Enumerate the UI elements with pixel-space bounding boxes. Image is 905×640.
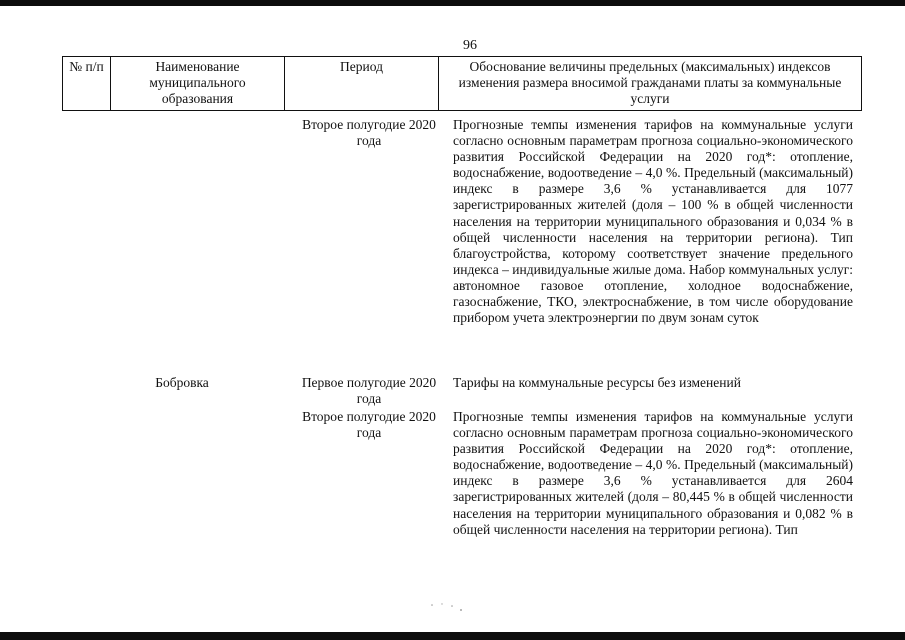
table-header — [62, 56, 862, 111]
header-name: Наименование муниципального образования — [111, 57, 285, 111]
header-period: Период — [285, 57, 439, 111]
row-2-basis-text: Тарифы на коммунальные ресурсы без изменений — [453, 375, 741, 390]
scan-border-bottom — [0, 632, 905, 640]
row-1-basis-text: Прогнозные темпы изменения тарифов на коммунальные услуги согласно основным параметрам прогноза социально-экономического развития Российской Федерации на 2020 год*: отопление, водоснабжение, водоотведение – 4,0 %. Предельный (максимальный) индекс в размере 3,6 % устанавливается для 1077 зарегистрированных жителей (доля – 100 % в общей численности населения на территории муниципального образования и 0,034 % в общей численности населения на территории региона). Тип благоустройства, которому соответствует значение предельного индекса – индивидуальные жилые дома. Набор коммунальных услуг: автономное газовое отопление, холодное водоснабжение, газоснабжение, ТКО, электроснабжение, в том числе оборудование прибором учета электроэнергии по двум зонам суток — [453, 117, 853, 326]
row-2-basis — [453, 375, 853, 391]
header-basis: Обоснование величины предельных (максимальных) индексов изменения размера вносимой гражданами платы за коммунальные услуги — [439, 57, 862, 111]
row-1-basis — [453, 117, 853, 326]
scan-border-top — [0, 0, 905, 6]
table-header-row — [63, 57, 862, 111]
row-2-name: Бобровка — [155, 375, 209, 390]
row-2-period: Первое полугодие 2020 года — [301, 375, 437, 407]
scan-smudge — [428, 601, 470, 615]
page-number: 96 — [463, 38, 477, 53]
row-3-basis-text: Прогнозные темпы изменения тарифов на коммунальные услуги согласно основным параметрам прогноза социально-экономического развития Российской Федерации на 2020 год*: отопление, водоснабжение, водоотведение – 4,0 %. Предельный (максимальный) индекс в размере 3,6 % устанавливается для 2604 зарегистрированных жителей (доля – 80,445 % в общей численности населения на территории муниципального образования и 0,082 % в общей численности населения на территории региона). Тип — [453, 409, 853, 537]
header-num: № п/п — [63, 57, 111, 111]
row-3-basis — [453, 409, 853, 538]
row-1-period: Второе полугодие 2020 года — [302, 117, 436, 149]
row-3-period: Второе полугодие 2020 года — [302, 409, 436, 441]
